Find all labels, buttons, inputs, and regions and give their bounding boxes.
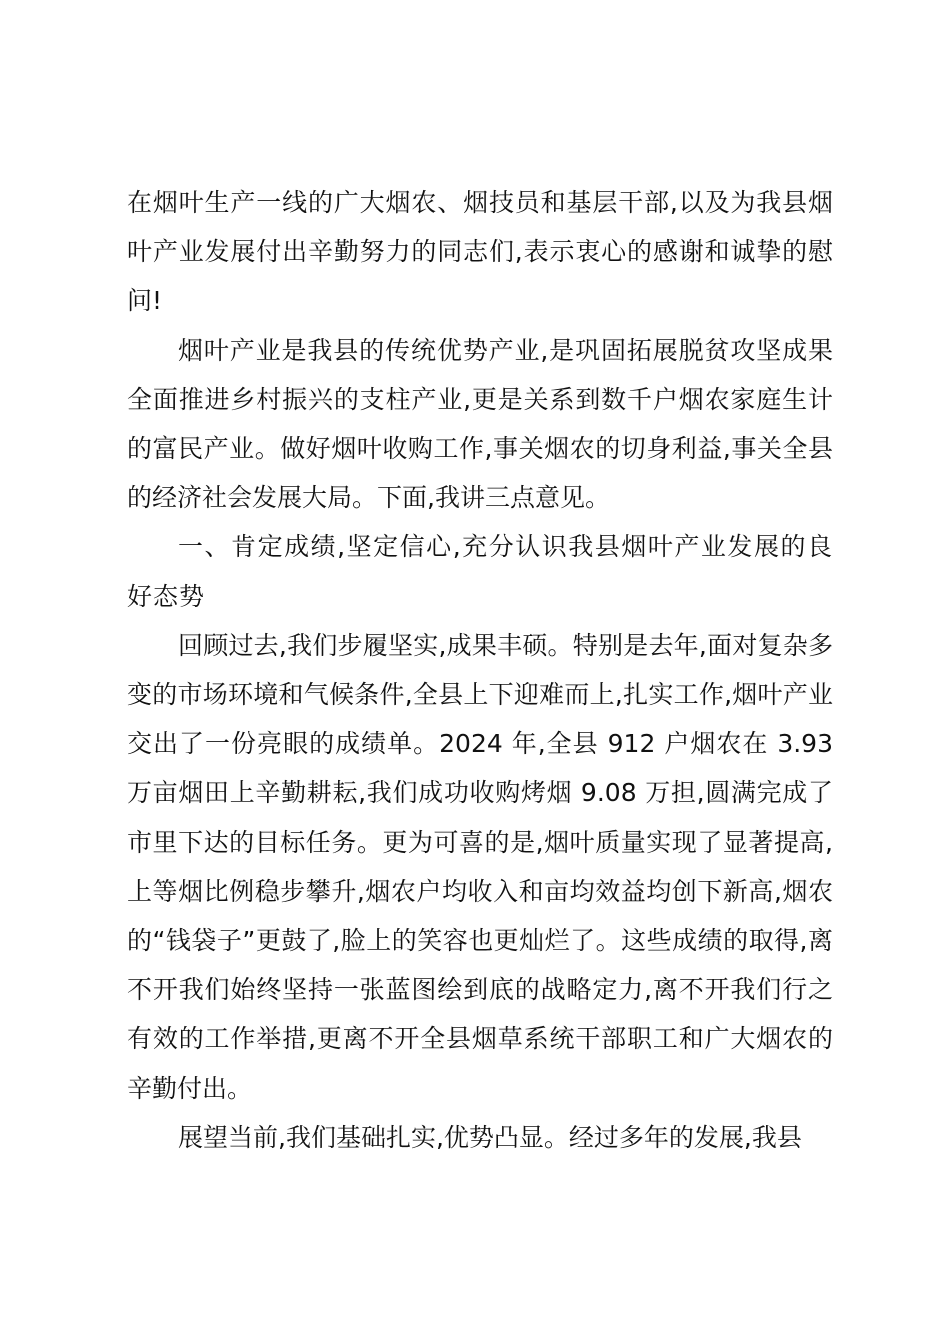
paragraph-industry-importance: 烟叶产业是我县的传统优势产业,是巩固拓展脱贫攻坚成果全面推进乡村振兴的支柱产业,更是关系到数千户烟农家庭生计的富民产业。做好烟叶收购工作,事关烟农的切身利益,事关全县的经济社会发展大局。下面,我讲三点意见。: [127, 335, 833, 513]
paragraph-continuation: 在烟叶生产一线的广大烟农、烟技员和基层干部,以及为我县烟叶产业发展付出辛勤努力的同志们,表示衷心的感谢和诚挚的慰问!: [127, 188, 833, 316]
paragraph-outlook: 展望当前,我们基础扎实,优势凸显。经过多年的发展,我县: [178, 1122, 802, 1152]
paragraph-review-achievements: 回顾过去,我们步履坚实,成果丰硕。特别是去年,面对复杂多变的市场环境和气候条件,全县上下迎难而上,扎实工作,烟叶产业交出了一份亮眼的成绩单。2024 年,全县 912 户烟农在 3.93 万亩烟田上辛勤耕耘,我们成功收购烤烟 9.08 万担,圆满完成了市里下达的目标任务。更为可喜的是,烟叶质量实现了显著提高,上等烟比例稳步攀升,烟农户均收入和亩均效益均创下新高,烟农的“钱袋子”更鼓了,脸上的笑容也更灿烂了。这些成绩的取得,离不开我们始终坚持一张蓝图绘到底的战略定力,离不开我们行之有效的工作举措,更离不开全县烟草系统干部职工和广大烟农的辛勤付出。: [127, 630, 833, 1103]
section-heading-one: 一、肯定成绩,坚定信心,充分认识我县烟叶产业发展的良好态势: [127, 532, 833, 611]
document-body: [127, 178, 833, 1162]
